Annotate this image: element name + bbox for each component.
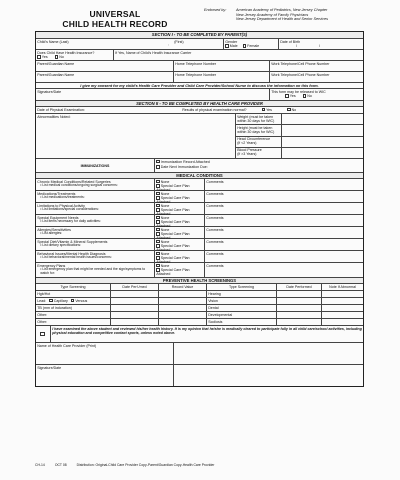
care-plan-label: Special Care Plan Attached xyxy=(156,267,190,276)
gender-field xyxy=(223,39,278,49)
medical-condition-row xyxy=(36,202,363,214)
none-checkbox[interactable] xyxy=(156,180,160,184)
col-type-screening-2: Type Screening xyxy=(206,284,276,290)
screening-date-field[interactable] xyxy=(110,291,158,297)
immunization-record-checkbox[interactable] xyxy=(156,160,160,164)
yes-label: Yes xyxy=(41,55,48,60)
screening-date-field[interactable] xyxy=(110,319,158,325)
wic-release xyxy=(269,89,363,100)
no-label: No xyxy=(307,94,312,99)
condition-label-cell xyxy=(36,239,154,250)
none-label: None xyxy=(160,251,170,256)
child-last-name-field[interactable]: Child's Name (Last) , xyxy=(37,39,169,46)
abnormalities-row xyxy=(36,113,363,158)
comments-label: Comments xyxy=(206,239,224,244)
screening-date-field[interactable] xyxy=(110,312,158,318)
screening-value-field[interactable] xyxy=(158,291,206,297)
blood-pressure-row xyxy=(236,147,363,158)
provider-signature-row xyxy=(36,364,363,386)
home-phone-label: Home Telephone Number xyxy=(175,72,217,77)
medical-conditions-list xyxy=(36,178,363,277)
screening-value-field[interactable] xyxy=(158,319,206,325)
guardian-name-field[interactable] xyxy=(36,61,173,71)
none-checkbox[interactable] xyxy=(156,264,160,268)
home-phone-field[interactable] xyxy=(173,72,269,82)
signature-date-label: Signature/Date xyxy=(37,89,62,94)
screening-date-field[interactable] xyxy=(110,298,158,304)
consent-signature-row xyxy=(36,88,363,100)
condition-options xyxy=(154,215,204,226)
venous-label: Venous xyxy=(75,298,88,303)
screening-date-field-2[interactable] xyxy=(276,305,321,311)
none-label: None xyxy=(160,191,170,196)
screening-row xyxy=(36,290,363,297)
head-circumference-row xyxy=(236,136,363,147)
insurance-row xyxy=(36,49,363,60)
female-label: Female xyxy=(247,44,260,49)
screening-type-label-2: Vision xyxy=(208,298,218,303)
condition-options xyxy=(154,227,204,238)
care-plan-label: Special Care Plan Attached xyxy=(156,255,190,264)
screening-type-cell-2 xyxy=(206,312,276,318)
endorsers-list xyxy=(236,8,328,22)
screening-row xyxy=(36,304,363,311)
title-line-2: CHILD HEALTH RECORD xyxy=(62,19,168,29)
condition-label: Limitations to Physical Activity xyxy=(37,203,85,208)
comments-label: Comments xyxy=(206,179,224,184)
capillary-label: Capillary xyxy=(53,298,68,303)
comments-field[interactable] xyxy=(204,191,363,202)
condition-label: Chronic Medical Conditions/Related Surgeries xyxy=(37,179,111,184)
condition-sub-label: • List items necessary for daily activities: xyxy=(37,220,153,224)
screening-type-cell-2 xyxy=(206,298,276,304)
form-title xyxy=(60,9,170,29)
screening-type-label-2: Hearing xyxy=(208,291,221,296)
immunization-record-label: Immunization Record Attached xyxy=(160,159,210,164)
child-name-label: Child's Name (Last) xyxy=(37,39,69,44)
none-checkbox[interactable] xyxy=(156,240,160,244)
condition-label: Emergency Plans xyxy=(37,263,66,268)
abnormalities-label: Abnormalities Noted: xyxy=(37,114,71,119)
immunization-options xyxy=(154,159,363,172)
col-record-value: Record Value xyxy=(158,284,206,290)
screening-type-cell xyxy=(36,298,110,304)
screening-type-label: Lead: xyxy=(37,298,47,303)
screening-value-field[interactable] xyxy=(158,298,206,304)
screening-date-field-2[interactable] xyxy=(276,291,321,297)
condition-sub-label: • List medical conditions/ongoing surgical concerns: xyxy=(37,184,153,188)
yes-label: Yes xyxy=(266,107,272,112)
yes-label: Yes xyxy=(289,94,296,99)
carrier-label: If Yes, Name of Child's Health Insurance Carrier xyxy=(115,50,192,55)
endorser: New Jersey Department of Health and Senior Services xyxy=(236,17,329,22)
none-checkbox[interactable] xyxy=(156,216,160,220)
health-record-form xyxy=(35,31,364,387)
condition-label-cell xyxy=(36,227,154,238)
provider-stamp-area-2[interactable] xyxy=(173,365,363,386)
comments-label: Comments xyxy=(206,263,224,268)
next-immunization-checkbox[interactable] xyxy=(156,165,160,169)
consent-statement: I give my consent for my child's Health Care Provider and Child Care Provider/School Nurse to discuss the information on this form. xyxy=(36,82,363,88)
guardian-name-label: Parent/Guardian Name xyxy=(37,72,75,77)
screening-value-field[interactable] xyxy=(158,312,206,318)
comments-field[interactable] xyxy=(204,203,363,214)
weight-field[interactable] xyxy=(281,114,363,124)
weight-row xyxy=(236,114,363,124)
screening-value-field[interactable] xyxy=(158,305,206,311)
parent-signature-field[interactable] xyxy=(36,89,269,100)
home-phone-label: Home Telephone Number xyxy=(175,61,217,66)
height-row xyxy=(236,124,363,135)
screening-date-field-2[interactable] xyxy=(276,312,321,318)
condition-label: Medications/Treatments xyxy=(37,191,76,196)
none-checkbox[interactable] xyxy=(156,192,160,196)
exam-date-label: Date of Physical Examination: xyxy=(37,107,85,112)
male-checkbox[interactable] xyxy=(225,44,229,48)
home-phone-field[interactable] xyxy=(173,61,269,71)
comments-field[interactable] xyxy=(204,179,363,190)
endorsed-label: Endorsed by: xyxy=(204,8,227,12)
medical-condition-row xyxy=(36,190,363,202)
screening-date-field-2[interactable] xyxy=(276,298,321,304)
condition-options xyxy=(154,239,204,250)
section-2-header: SECTION II - TO BE COMPLETED BY HEALTH CARE PROVIDER xyxy=(36,100,363,106)
no-label: No xyxy=(59,55,64,60)
male-label: Male xyxy=(229,44,238,49)
immunizations-label: IMMUNIZATIONS xyxy=(80,163,110,168)
none-label: None xyxy=(160,239,170,244)
condition-label: Allergies/Sensitivities xyxy=(37,227,71,232)
condition-label-cell xyxy=(36,215,154,226)
screening-note-field[interactable] xyxy=(321,305,363,311)
none-label: None xyxy=(160,227,170,232)
care-plan-label: Special Care Plan Attached xyxy=(156,183,190,192)
comments-label: Comments xyxy=(206,215,224,220)
condition-options xyxy=(154,191,204,202)
medical-conditions-header: MEDICAL CONDITIONS xyxy=(36,172,363,178)
measurement-label: Blood Pressure (if >3 Years) xyxy=(237,148,262,157)
no-label: No xyxy=(291,107,297,112)
provider-signature-label: Signature/Date xyxy=(37,365,62,370)
care-plan-label: Special Care Plan Attached xyxy=(156,195,190,204)
section-1-header: SECTION I - TO BE COMPLETED BY PARENT(S) xyxy=(36,32,363,38)
condition-label-cell xyxy=(36,179,154,190)
wic-no-checkbox[interactable] xyxy=(303,94,307,98)
care-plan-label: Special Care Plan Attached xyxy=(156,219,190,228)
results-no-checkbox[interactable] xyxy=(287,108,291,112)
screenings-header: PREVENTIVE HEALTH SCREENINGS xyxy=(36,277,363,283)
screening-type-cell-2 xyxy=(206,319,276,325)
condition-label-cell xyxy=(36,203,154,214)
blood-pressure-field[interactable] xyxy=(281,148,363,158)
child-first-name-field[interactable] xyxy=(173,39,223,49)
provider-name-label: Name of Health Care Provider (Print) xyxy=(37,343,97,348)
screening-type-label: TB (mm of induration) xyxy=(37,305,72,310)
form-number: CH-14 xyxy=(35,463,45,467)
screening-type-label-2: Developmental xyxy=(208,312,233,317)
venous-checkbox[interactable] xyxy=(71,299,75,303)
col-date-performed-2: Date Performed xyxy=(276,284,321,290)
screening-date-field[interactable] xyxy=(110,305,158,311)
screening-note-field[interactable] xyxy=(321,291,363,297)
endorser: American Academy of Pediatrics, New Jersey Chapter xyxy=(236,8,328,12)
screening-date-field-2[interactable] xyxy=(276,319,321,325)
abnormalities-field[interactable] xyxy=(36,114,235,158)
screening-type-label: Other: xyxy=(37,319,48,324)
guardian-name-label: Parent/Guardian Name xyxy=(37,61,75,66)
screening-type-cell xyxy=(36,319,110,325)
none-label: None xyxy=(160,263,170,268)
condition-label: Behavioral Issues/Mental Health Diagnosis xyxy=(37,251,106,256)
comments-field[interactable] xyxy=(204,263,363,277)
screening-note-field[interactable] xyxy=(321,312,363,318)
insurance-question xyxy=(36,50,113,60)
medical-condition-row xyxy=(36,226,363,238)
medical-condition-row xyxy=(36,178,363,190)
measurement-label: Weight (must be taken within 30 days for WIC) xyxy=(237,114,275,123)
condition-options xyxy=(154,203,204,214)
provider-stamp-area[interactable] xyxy=(173,343,363,364)
screening-row xyxy=(36,297,363,304)
distribution-text: Distribution: Original-Child Care Provider Copy-Parent/Guardian Copy-Health Care Provider xyxy=(76,463,215,467)
comments-field[interactable] xyxy=(204,251,363,262)
condition-options xyxy=(154,251,204,262)
comments-label: Comments xyxy=(206,251,224,256)
insurance-yes-checkbox[interactable] xyxy=(37,55,41,59)
immunizations-row xyxy=(36,158,363,172)
comments-field[interactable] xyxy=(204,215,363,226)
condition-label: Special Diet/Vitamin & Mineral Supplements xyxy=(37,239,108,244)
title-line-1: UNIVERSAL xyxy=(89,9,141,19)
provider-signature-field[interactable] xyxy=(36,365,173,386)
attestation-text: I have examined the above student and reviewed his/her health history. It is my opinion that he/she is medically cleared to participate fully in all child care/school activities, including physical education and competitive contact sports, unless noted above. xyxy=(50,326,363,342)
condition-label-cell xyxy=(36,251,154,262)
attestation-checkbox[interactable] xyxy=(40,332,45,337)
guardian-name-field[interactable] xyxy=(36,72,173,82)
endorser: New Jersey Academy of Family Physicians xyxy=(236,12,309,17)
condition-sub-label: • List medications/treatments: xyxy=(37,196,153,200)
insurance-carrier-field[interactable] xyxy=(113,50,363,60)
capillary-checkbox[interactable] xyxy=(49,299,53,303)
measurement-label: Head Circumference (if <2 Years) xyxy=(237,137,271,146)
female-checkbox[interactable] xyxy=(243,44,247,48)
exam-date-field[interactable] xyxy=(36,107,181,113)
screening-type-label-2: Dental xyxy=(208,305,219,310)
provider-name-row xyxy=(36,342,363,364)
screening-type-label: Hgb/Hct xyxy=(37,291,51,296)
results-label: Results of physical examination normal? xyxy=(182,107,247,112)
screening-type-cell xyxy=(36,312,110,318)
work-phone-field[interactable] xyxy=(269,72,363,82)
care-plan-label: Special Care Plan Attached xyxy=(156,243,190,252)
next-immunization-label: Date Next Immunization Due: xyxy=(160,164,208,169)
guardian-row-2 xyxy=(36,71,363,82)
work-phone-field[interactable] xyxy=(269,61,363,71)
form-date: OCT 08 xyxy=(54,463,67,467)
measurements xyxy=(235,114,363,158)
screening-note-field[interactable] xyxy=(321,319,363,325)
head-circumference-field[interactable] xyxy=(281,137,363,147)
screening-row xyxy=(36,318,363,325)
dob-label: Date of Birth xyxy=(280,39,301,44)
form-footer xyxy=(35,464,364,468)
screening-type-cell-2 xyxy=(206,305,276,311)
comments-field[interactable] xyxy=(204,239,363,250)
col-date-performed: Date Perf./med xyxy=(110,284,158,290)
col-type-screening: Type Screening xyxy=(60,284,86,289)
condition-label-cell xyxy=(36,191,154,202)
comments-label: Comments xyxy=(206,191,224,196)
work-phone-label: Work Telephone/Cell Phone Number xyxy=(271,72,330,77)
height-field[interactable] xyxy=(281,125,363,135)
col-note-abnormal: Note If Abnormal xyxy=(321,284,363,290)
date-of-birth-field[interactable]: Date of Birth / / xyxy=(278,39,363,49)
care-plan-label: Special Care Plan Attached xyxy=(156,231,190,240)
screening-type-label: Other: xyxy=(37,312,48,317)
comments-field[interactable] xyxy=(204,227,363,238)
screening-type-label-2: Scoliosis xyxy=(208,319,223,324)
child-info-row xyxy=(36,38,363,49)
condition-sub-label: • List emergency plan that might be needed and the sign/symptoms to watch for: xyxy=(37,268,153,276)
condition-sub-label: • List limitations/special considerations: xyxy=(37,208,153,212)
screening-row xyxy=(36,311,363,318)
none-checkbox[interactable] xyxy=(156,204,160,208)
insurance-label: Does Child Have Health Insurance? xyxy=(37,50,95,55)
screening-note-field[interactable] xyxy=(321,298,363,304)
wic-label: This form may be released to WIC xyxy=(271,89,326,94)
insurance-no-checkbox[interactable] xyxy=(55,55,59,59)
provider-name-field[interactable] xyxy=(36,343,173,364)
medical-condition-row xyxy=(36,262,363,277)
none-checkbox[interactable] xyxy=(156,228,160,232)
none-label: None xyxy=(160,215,170,220)
screening-type-cell-2 xyxy=(206,291,276,297)
work-phone-label: Work Telephone/Cell Phone Number xyxy=(271,61,330,66)
screening-type-cell xyxy=(36,305,110,311)
wic-yes-checkbox[interactable] xyxy=(285,94,289,98)
none-label: None xyxy=(160,179,170,184)
attestation-box xyxy=(36,326,50,342)
condition-sub-label: • List allergies: xyxy=(37,232,153,236)
measurement-label: Height (must be taken within 30 days for WIC) xyxy=(237,125,275,134)
screenings-column-headers xyxy=(36,283,363,290)
gender-label: Gender xyxy=(225,39,238,44)
screenings-rows xyxy=(36,290,363,325)
medical-condition-row xyxy=(36,238,363,250)
condition-options xyxy=(154,179,204,190)
medical-condition-row xyxy=(36,250,363,262)
none-checkbox[interactable] xyxy=(156,252,160,256)
exam-row xyxy=(36,106,363,113)
condition-sub-label: • List behavioral/mental health issues/concerns: xyxy=(37,256,153,260)
care-plan-label: Special Care Plan Attached xyxy=(156,207,190,216)
guardian-row-1 xyxy=(36,60,363,71)
screening-type-cell xyxy=(36,291,110,297)
comments-label: Comments xyxy=(206,227,224,232)
condition-label: Special Equipment Needs xyxy=(37,215,79,220)
condition-options xyxy=(154,263,204,277)
first-name-label: (First) xyxy=(174,39,184,44)
results-normal xyxy=(181,107,363,113)
condition-label-cell xyxy=(36,263,154,277)
medical-condition-row xyxy=(36,214,363,226)
comments-label: Comments xyxy=(206,203,224,208)
condition-sub-label: • List dietary specifications: xyxy=(37,244,153,248)
none-label: None xyxy=(160,203,170,208)
results-yes-checkbox[interactable] xyxy=(262,108,266,112)
attestation-row xyxy=(36,325,363,342)
